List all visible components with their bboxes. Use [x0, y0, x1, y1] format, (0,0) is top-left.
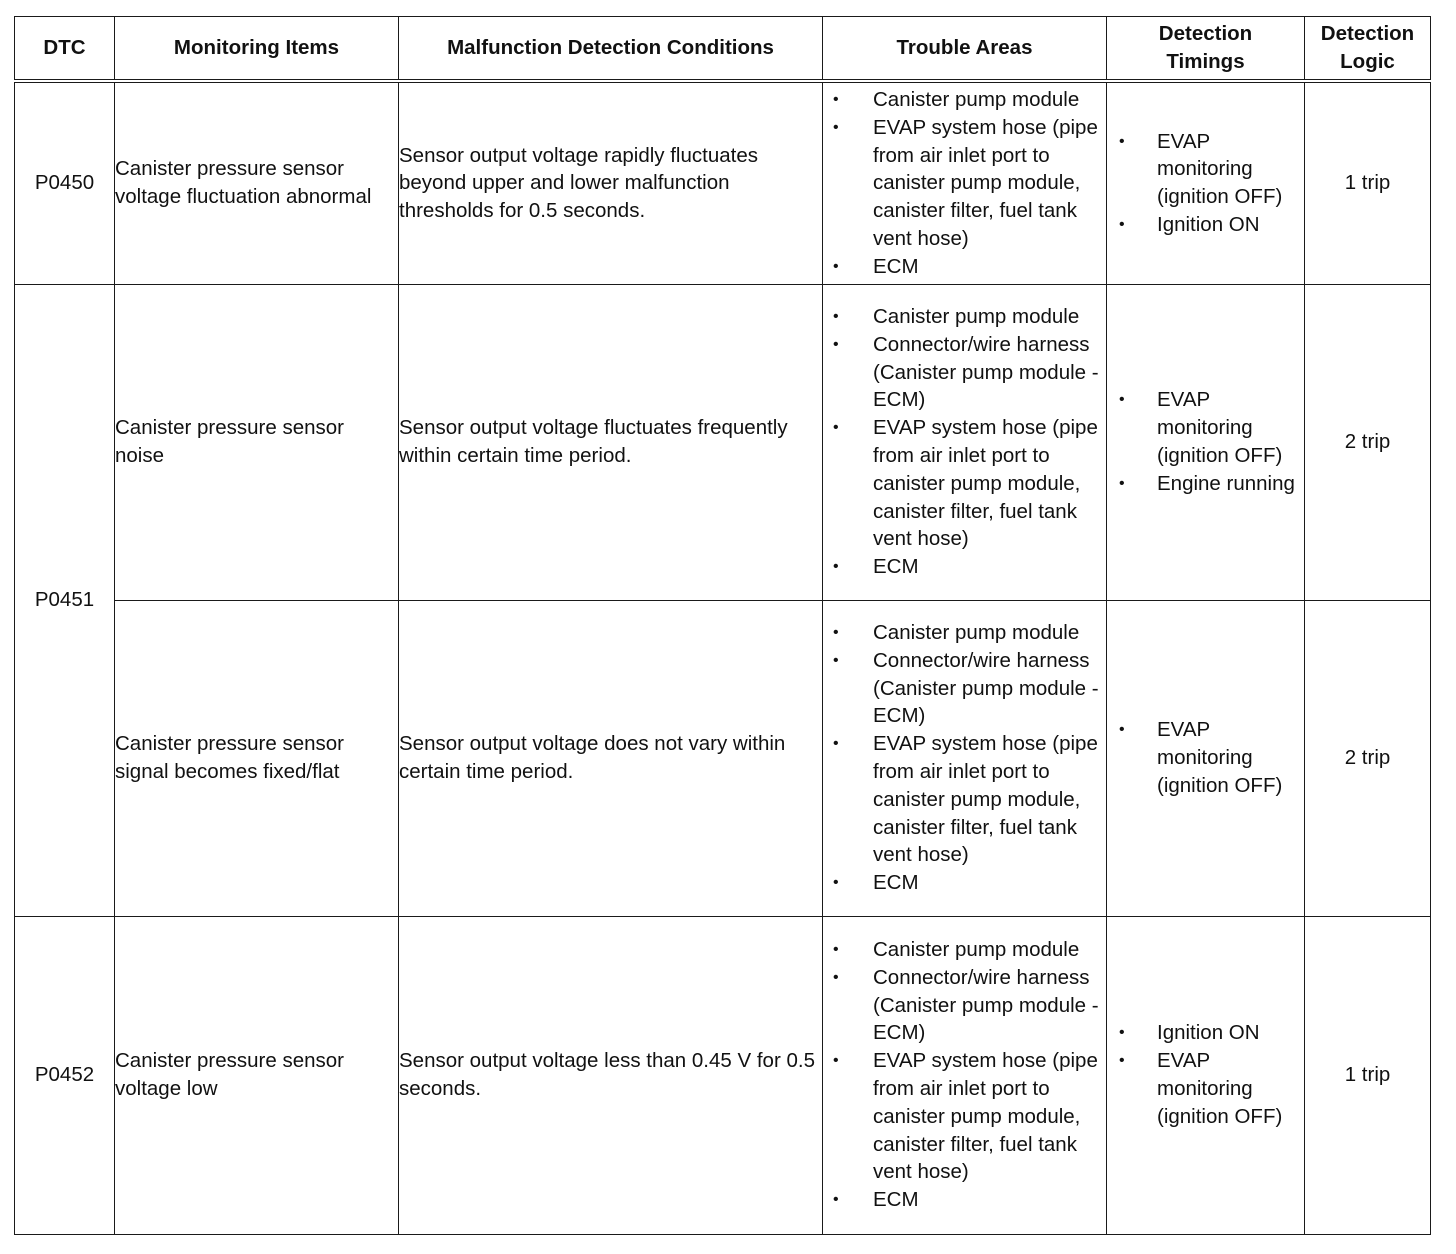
monitoring-item: Canister pressure sensor noise: [115, 284, 399, 600]
list-item: • Connector/wire harness (Canister pump module - ECM): [823, 647, 1106, 730]
trouble-areas-list: [823, 619, 1106, 897]
header-detection-timings: [1107, 17, 1305, 82]
list-item: • EVAP monitoring (ignition OFF): [1107, 386, 1304, 469]
list-item: • EVAP system hose (pipe from air inlet port to canister pump module, canister filter, fuel tank vent hose): [823, 414, 1106, 553]
dtc-code: P0450: [15, 81, 115, 284]
list-item: • ECM: [823, 253, 1106, 281]
monitoring-item: Canister pressure sensor signal becomes fixed/flat: [115, 600, 399, 916]
detection-timings: [1107, 600, 1305, 916]
detection-timings: [1107, 284, 1305, 600]
list-item: • EVAP system hose (pipe from air inlet port to canister pump module, canister filter, fuel tank vent hose): [823, 1047, 1106, 1186]
trouble-areas: [823, 916, 1107, 1234]
detection-timings: [1107, 81, 1305, 284]
timings-list: [1107, 386, 1304, 497]
timings-list: [1107, 716, 1304, 799]
trouble-areas-list: [823, 936, 1106, 1214]
detection-logic: 2 trip: [1305, 600, 1431, 916]
list-item: • Canister pump module: [823, 619, 1106, 647]
table-row: [15, 916, 1431, 1234]
timings-list: [1107, 128, 1304, 239]
trouble-areas: [823, 600, 1107, 916]
list-item: • Canister pump module: [823, 303, 1106, 331]
header-malfunction-conditions: Malfunction Detection Conditions: [399, 17, 823, 82]
monitoring-item: Canister pressure sensor voltage low: [115, 916, 399, 1234]
trouble-areas-list: [823, 86, 1106, 281]
header-trouble-areas: Trouble Areas: [823, 17, 1107, 82]
detection-logic: 1 trip: [1305, 916, 1431, 1234]
list-item: • EVAP monitoring (ignition OFF): [1107, 1047, 1304, 1130]
trouble-areas: [823, 81, 1107, 284]
header-detection-timings-line1: Detection: [1158, 22, 1253, 45]
table-row: [15, 600, 1431, 916]
list-item: • ECM: [823, 1186, 1106, 1214]
detection-logic: 2 trip: [1305, 284, 1431, 600]
trouble-areas: [823, 284, 1107, 600]
dtc-code: P0451: [15, 284, 115, 916]
list-item: • Connector/wire harness (Canister pump module - ECM): [823, 331, 1106, 414]
table-row: [15, 284, 1431, 600]
list-item: • EVAP system hose (pipe from air inlet port to canister pump module, canister filter, fuel tank vent hose): [823, 114, 1106, 253]
dtc-code: P0452: [15, 916, 115, 1234]
header-row: [15, 17, 1431, 82]
detection-condition: Sensor output voltage fluctuates frequently within certain time period.: [399, 284, 823, 600]
header-detection-logic-line2: Logic: [1340, 50, 1395, 73]
header-dtc: DTC: [15, 17, 115, 82]
header-detection-logic: [1305, 17, 1431, 82]
list-item: • Canister pump module: [823, 936, 1106, 964]
list-item: • Connector/wire harness (Canister pump module - ECM): [823, 964, 1106, 1047]
list-item: • EVAP monitoring (ignition OFF): [1107, 716, 1304, 799]
detection-timings: [1107, 916, 1305, 1234]
list-item: • Ignition ON: [1107, 211, 1304, 239]
list-item: • ECM: [823, 869, 1106, 897]
list-item: • Ignition ON: [1107, 1019, 1304, 1047]
detection-logic: 1 trip: [1305, 81, 1431, 284]
header-detection-timings-line2: Timings: [1166, 50, 1245, 73]
header-detection-logic-line1: Detection: [1320, 22, 1415, 45]
list-item: • EVAP system hose (pipe from air inlet port to canister pump module, canister filter, fuel tank vent hose): [823, 730, 1106, 869]
list-item: • ECM: [823, 553, 1106, 581]
list-item: • Engine running: [1107, 470, 1304, 498]
list-item: • Canister pump module: [823, 86, 1106, 114]
timings-list: [1107, 1019, 1304, 1130]
monitoring-item: Canister pressure sensor voltage fluctuation abnormal: [115, 81, 399, 284]
detection-condition: Sensor output voltage does not vary within certain time period.: [399, 600, 823, 916]
detection-condition: Sensor output voltage less than 0.45 V for 0.5 seconds.: [399, 916, 823, 1234]
table-row: [15, 81, 1431, 284]
dtc-table: [14, 16, 1431, 1235]
header-monitoring-items: Monitoring Items: [115, 17, 399, 82]
trouble-areas-list: [823, 303, 1106, 581]
list-item: • EVAP monitoring (ignition OFF): [1107, 128, 1304, 211]
detection-condition: Sensor output voltage rapidly fluctuates beyond upper and lower malfunction thresholds for 0.5 seconds.: [399, 81, 823, 284]
